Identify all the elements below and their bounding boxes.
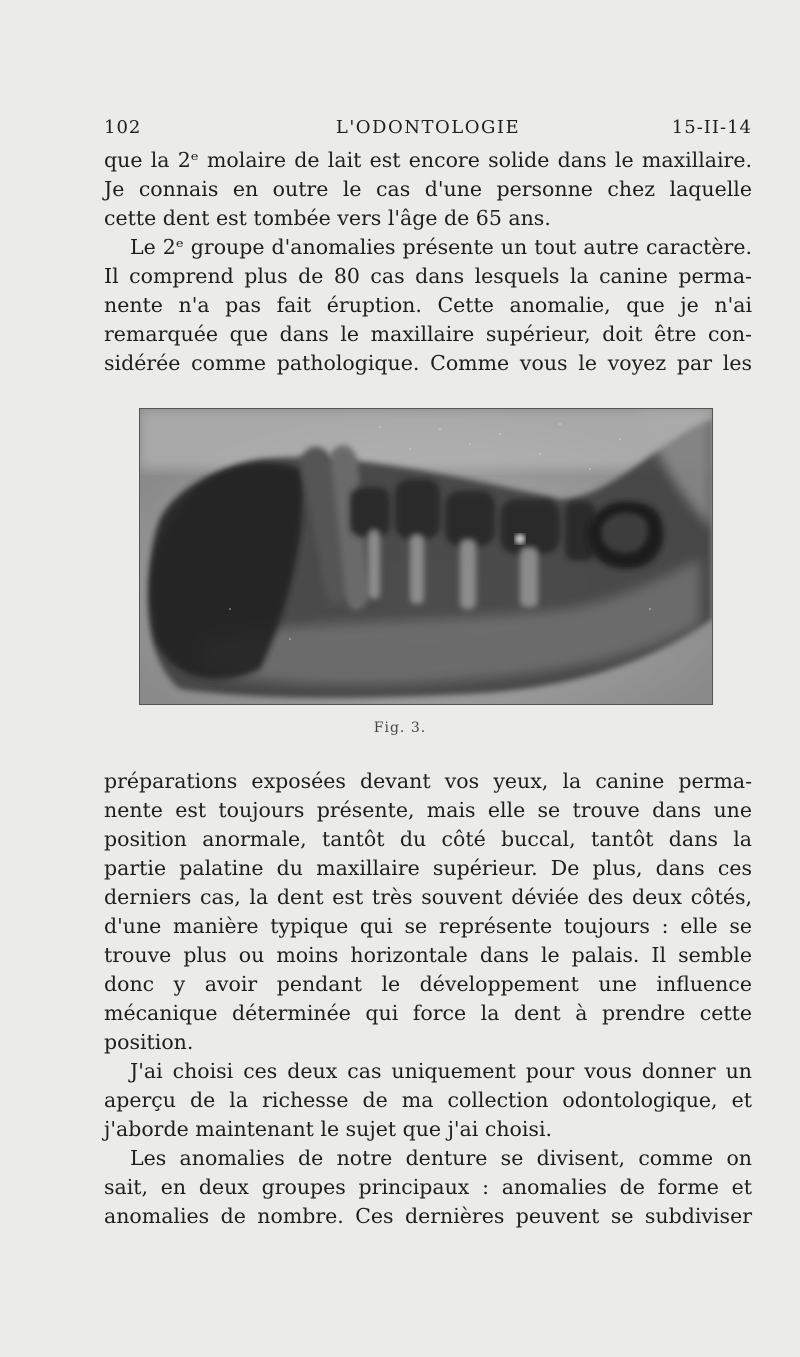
- text-line: d'une manière typique qui se représente toujours : elle se: [104, 914, 752, 938]
- text-line: position anormale, tantôt du côté buccal, tantôt dans la: [104, 827, 752, 851]
- text-line: que la 2ᵉ molaire de lait est encore solide dans le maxillaire.: [104, 148, 752, 172]
- issue-date: 15-II-14: [671, 117, 752, 138]
- text-line: donc y avoir pendant le développement une influence: [104, 972, 752, 996]
- text-line: mécanique déterminée qui force la dent à prendre cette: [104, 1001, 752, 1025]
- text-line: préparations exposées devant vos yeux, la canine perma-: [104, 769, 752, 793]
- text-line: nente est toujours présente, mais elle se trouve dans une: [104, 798, 752, 822]
- text-line: Les anomalies de notre denture se divisent, comme on: [130, 1146, 752, 1170]
- text-line: derniers cas, la dent est très souvent déviée des deux côtés,: [104, 885, 752, 909]
- xray-image: [140, 409, 712, 704]
- text-line: Il comprend plus de 80 cas dans lesquels la canine perma-: [104, 264, 752, 288]
- text-line: cette dent est tombée vers l'âge de 65 ans.: [104, 206, 551, 230]
- text-line: aperçu de la richesse de ma collection odontologique, et: [104, 1088, 752, 1112]
- text-line: sait, en deux groupes principaux : anomalies de forme et: [104, 1175, 752, 1199]
- text-line: Je connais en outre le cas d'une personne chez laquelle: [104, 177, 752, 201]
- text-line: partie palatine du maxillaire supérieur. De plus, dans ces: [104, 856, 752, 880]
- running-header: [104, 117, 752, 141]
- journal-title: L'ODONTOLOGIE: [335, 117, 521, 138]
- xray-figure: [139, 408, 713, 705]
- text-line: nente n'a pas fait éruption. Cette anomalie, que je n'ai: [104, 293, 752, 317]
- paragraph-block-top: [104, 146, 752, 378]
- text-line: anomalies de nombre. Ces dernières peuvent se subdiviser: [104, 1204, 752, 1228]
- paragraph-block-bottom: [104, 767, 752, 1231]
- text-line: j'aborde maintenant le sujet que j'ai choisi.: [104, 1117, 553, 1141]
- text-line: J'ai choisi ces deux cas uniquement pour vous donner un: [130, 1059, 752, 1083]
- page-number: 102: [104, 117, 142, 138]
- text-line: trouve plus ou moins horizontale dans le palais. Il semble: [104, 943, 752, 967]
- text-line: Le 2ᵉ groupe d'anomalies présente un tout autre caractère.: [130, 235, 752, 259]
- text-line: sidérée comme pathologique. Comme vous le voyez par les: [104, 351, 752, 375]
- text-line: position.: [104, 1030, 194, 1054]
- figure-caption: Fig. 3.: [373, 720, 427, 736]
- text-line: remarquée que dans le maxillaire supérieur, doit être con-: [104, 322, 752, 346]
